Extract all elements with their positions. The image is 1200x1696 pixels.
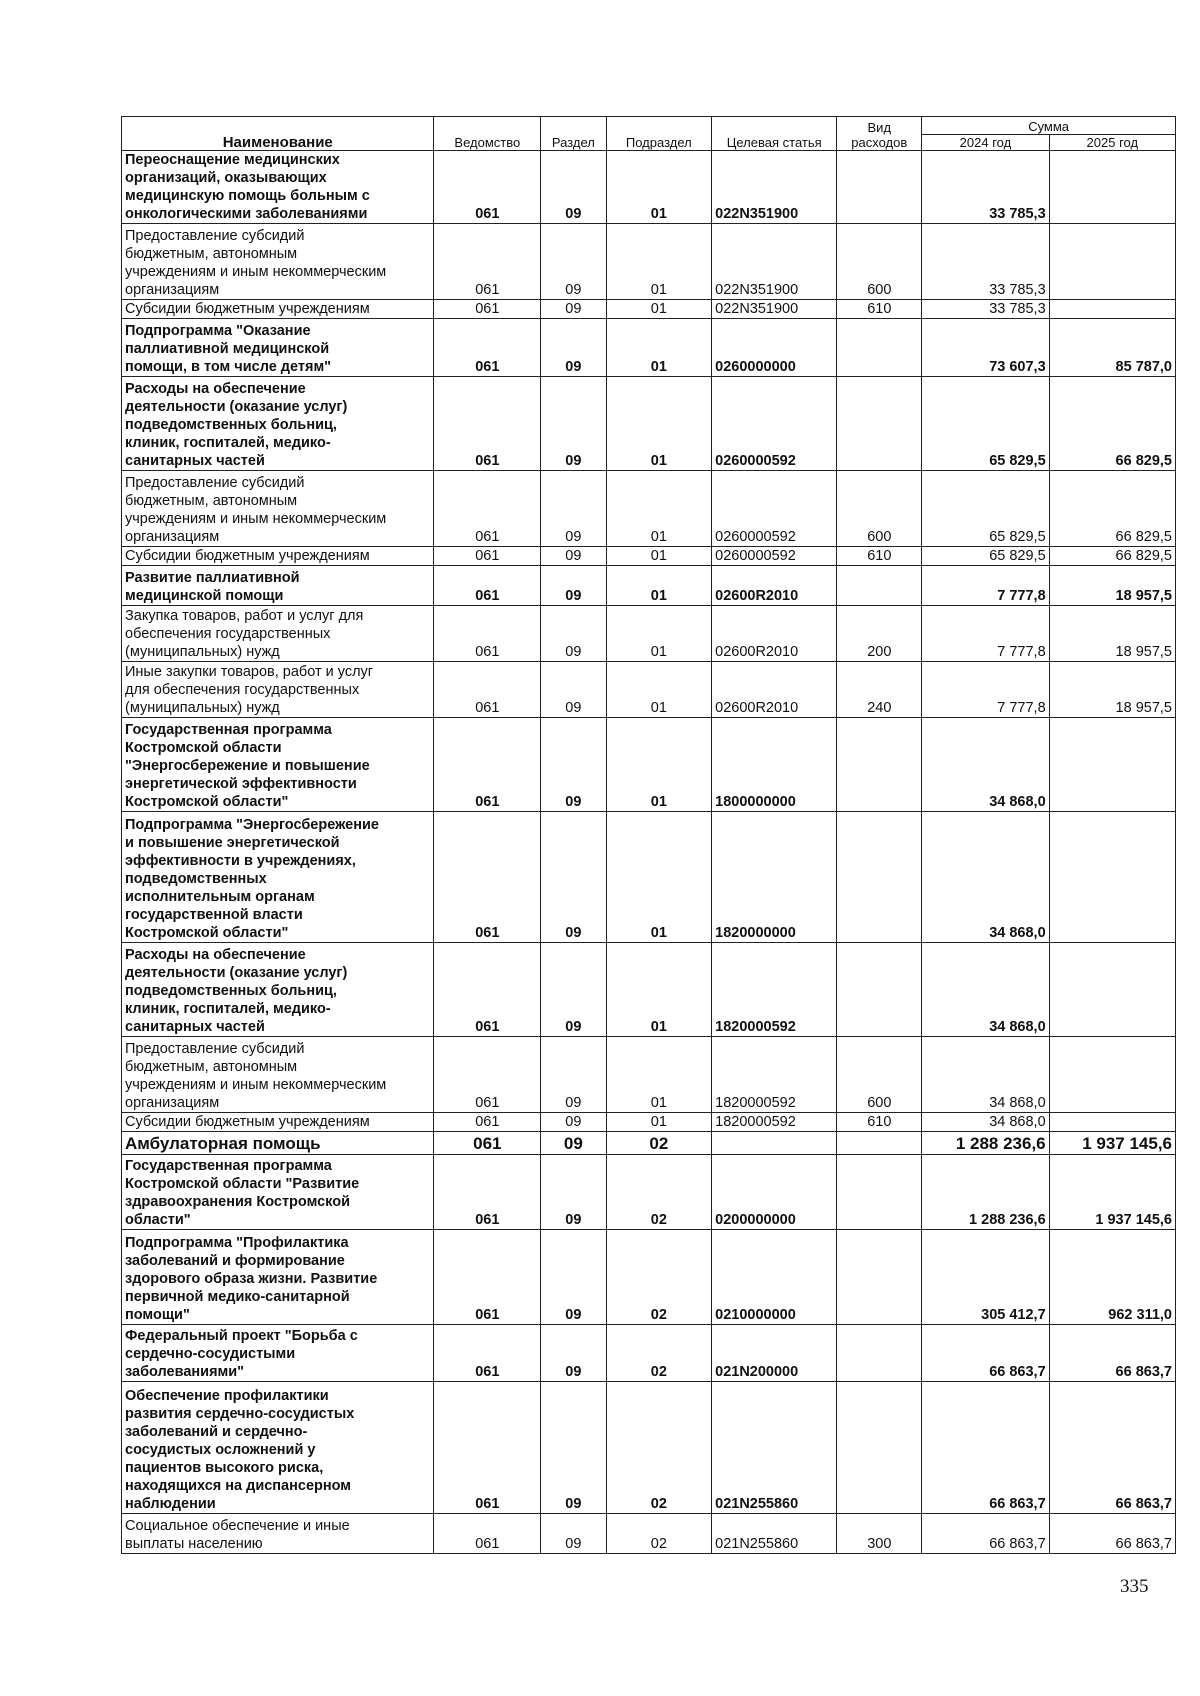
row-amount-2025: 66 829,5 (1049, 471, 1175, 547)
row-dept: 061 (434, 1037, 541, 1113)
row-amount-2024: 1 288 236,6 (922, 1132, 1049, 1155)
row-amount-2025: 1 937 145,6 (1049, 1155, 1175, 1230)
row-dept: 061 (434, 1132, 541, 1155)
row-exp-type: 240 (837, 662, 922, 718)
row-name: Переоснащение медицинских организаций, оказывающих медицинскую помощь больным с онкологическими заболеваниями (122, 151, 434, 224)
table-row (122, 812, 1176, 943)
row-amount-2024: 34 868,0 (922, 718, 1049, 812)
row-subsection: 01 (606, 1037, 712, 1113)
row-section: 09 (541, 566, 606, 606)
row-amount-2024: 305 412,7 (922, 1230, 1049, 1325)
row-amount-2025 (1049, 812, 1175, 943)
row-subsection: 01 (606, 547, 712, 566)
table-row (122, 662, 1176, 718)
budget-table (121, 116, 1176, 1554)
row-amount-2024: 33 785,3 (922, 224, 1049, 300)
row-target: 0200000000 (712, 1155, 837, 1230)
row-dept: 061 (434, 547, 541, 566)
row-subsection: 01 (606, 606, 712, 662)
row-section: 09 (541, 1037, 606, 1113)
row-dept: 061 (434, 1155, 541, 1230)
row-dept: 061 (434, 319, 541, 377)
row-section: 09 (541, 1155, 606, 1230)
row-amount-2024: 34 868,0 (922, 943, 1049, 1037)
row-target: 02600R2010 (712, 662, 837, 718)
row-amount-2024: 66 863,7 (922, 1325, 1049, 1382)
table-row (122, 1113, 1176, 1132)
row-exp-type: 300 (837, 1514, 922, 1554)
row-dept: 061 (434, 151, 541, 224)
row-exp-type (837, 1132, 922, 1155)
row-name: Предоставление субсидий бюджетным, автономным учреждениям и иным некоммерческим организациям (122, 471, 434, 547)
row-section: 09 (541, 718, 606, 812)
row-subsection: 01 (606, 224, 712, 300)
row-amount-2024: 66 863,7 (922, 1382, 1049, 1514)
row-amount-2025: 18 957,5 (1049, 566, 1175, 606)
row-amount-2025: 66 829,5 (1049, 377, 1175, 471)
row-name: Подпрограмма "Оказание паллиативной медицинской помощи, в том числе детям" (122, 319, 434, 377)
row-target: 1800000000 (712, 718, 837, 812)
header-section: Раздел (541, 117, 606, 151)
row-subsection: 01 (606, 1113, 712, 1132)
header-exp-type: Вид расходов (837, 117, 922, 151)
table-row (122, 1132, 1176, 1155)
row-exp-type: 610 (837, 1113, 922, 1132)
table-row (122, 1037, 1176, 1113)
row-target: 0260000000 (712, 319, 837, 377)
row-name: Закупка товаров, работ и услуг для обеспечения государственных (муниципальных) нужд (122, 606, 434, 662)
row-target: 022N351900 (712, 224, 837, 300)
row-section: 09 (541, 377, 606, 471)
row-dept: 061 (434, 1514, 541, 1554)
row-amount-2024: 1 288 236,6 (922, 1155, 1049, 1230)
header-dept: Ведомство (434, 117, 541, 151)
header-sum: Сумма (922, 117, 1176, 135)
row-name: Государственная программа Костромской области "Энергосбережение и повышение энергетической эффективности Костромской области" (122, 718, 434, 812)
table-row (122, 224, 1176, 300)
row-amount-2024: 7 777,8 (922, 606, 1049, 662)
row-section: 09 (541, 319, 606, 377)
row-amount-2025: 1 937 145,6 (1049, 1132, 1175, 1155)
row-name: Подпрограмма "Профилактика заболеваний и формирование здорового образа жизни. Развитие первичной медико-санитарной помощи" (122, 1230, 434, 1325)
row-exp-type (837, 943, 922, 1037)
header-2024: 2024 год (922, 135, 1049, 151)
row-amount-2024: 33 785,3 (922, 300, 1049, 319)
table-row (122, 377, 1176, 471)
row-name: Расходы на обеспечение деятельности (оказание услуг) подведомственных больниц, клиник, госпиталей, медико- санитарных частей (122, 943, 434, 1037)
row-name: Субсидии бюджетным учреждениям (122, 547, 434, 566)
row-dept: 061 (434, 224, 541, 300)
row-amount-2025: 66 863,7 (1049, 1325, 1175, 1382)
row-exp-type (837, 566, 922, 606)
row-dept: 061 (434, 1325, 541, 1382)
row-name: Федеральный проект "Борьба с сердечно-сосудистыми заболеваниями" (122, 1325, 434, 1382)
row-amount-2025 (1049, 718, 1175, 812)
row-amount-2024: 7 777,8 (922, 662, 1049, 718)
row-name: Подпрограмма "Энергосбережение и повышение энергетической эффективности в учреждениях, подведомственных исполнительным органам государственной власти Костромской области" (122, 812, 434, 943)
row-target (712, 1132, 837, 1155)
header-subsection: Подраздел (606, 117, 712, 151)
row-dept: 061 (434, 566, 541, 606)
table-row (122, 1514, 1176, 1554)
row-dept: 061 (434, 606, 541, 662)
row-amount-2025 (1049, 1113, 1175, 1132)
row-section: 09 (541, 606, 606, 662)
row-exp-type: 200 (837, 606, 922, 662)
row-exp-type (837, 151, 922, 224)
table-row (122, 1382, 1176, 1514)
row-subsection: 01 (606, 812, 712, 943)
row-dept: 061 (434, 471, 541, 547)
table-row (122, 319, 1176, 377)
table-body (122, 151, 1176, 1554)
row-target: 1820000592 (712, 1037, 837, 1113)
row-name: Государственная программа Костромской области "Развитие здравоохранения Костромской области" (122, 1155, 434, 1230)
row-amount-2024: 65 829,5 (922, 377, 1049, 471)
row-target: 0210000000 (712, 1230, 837, 1325)
row-amount-2025: 962 311,0 (1049, 1230, 1175, 1325)
row-subsection: 02 (606, 1382, 712, 1514)
row-amount-2025: 66 829,5 (1049, 547, 1175, 566)
row-target: 1820000000 (712, 812, 837, 943)
row-exp-type: 600 (837, 471, 922, 547)
row-section: 09 (541, 1230, 606, 1325)
row-amount-2024: 34 868,0 (922, 812, 1049, 943)
row-amount-2025 (1049, 224, 1175, 300)
row-amount-2025: 18 957,5 (1049, 606, 1175, 662)
row-subsection: 02 (606, 1514, 712, 1554)
row-exp-type (837, 1230, 922, 1325)
header-name: Наименование (122, 117, 434, 151)
row-section: 09 (541, 1132, 606, 1155)
row-amount-2024: 66 863,7 (922, 1514, 1049, 1554)
row-section: 09 (541, 812, 606, 943)
row-section: 09 (541, 151, 606, 224)
row-name: Субсидии бюджетным учреждениям (122, 300, 434, 319)
row-subsection: 02 (606, 1230, 712, 1325)
row-name: Развитие паллиативной медицинской помощи (122, 566, 434, 606)
row-section: 09 (541, 1325, 606, 1382)
header-target: Целевая статья (712, 117, 837, 151)
row-subsection: 01 (606, 943, 712, 1037)
row-subsection: 01 (606, 718, 712, 812)
row-name: Расходы на обеспечение деятельности (оказание услуг) подведомственных больниц, клиник, госпиталей, медико- санитарных частей (122, 377, 434, 471)
table-row (122, 943, 1176, 1037)
row-section: 09 (541, 1382, 606, 1514)
row-amount-2025 (1049, 300, 1175, 319)
row-target: 02600R2010 (712, 566, 837, 606)
row-amount-2025 (1049, 1037, 1175, 1113)
table-row (122, 547, 1176, 566)
row-subsection: 02 (606, 1155, 712, 1230)
row-amount-2024: 34 868,0 (922, 1113, 1049, 1132)
row-target: 1820000592 (712, 943, 837, 1037)
row-section: 09 (541, 1514, 606, 1554)
row-target: 022N351900 (712, 151, 837, 224)
table-row (122, 300, 1176, 319)
header-2025: 2025 год (1049, 135, 1175, 151)
row-name: Иные закупки товаров, работ и услуг для обеспечения государственных (муниципальных) нужд (122, 662, 434, 718)
row-amount-2025: 18 957,5 (1049, 662, 1175, 718)
budget-table-container (121, 116, 1176, 1554)
row-subsection: 01 (606, 319, 712, 377)
row-subsection: 01 (606, 151, 712, 224)
table-row (122, 566, 1176, 606)
row-amount-2024: 65 829,5 (922, 471, 1049, 547)
row-subsection: 02 (606, 1132, 712, 1155)
row-name: Амбулаторная помощь (122, 1132, 434, 1155)
row-name: Социальное обеспечение и иные выплаты населению (122, 1514, 434, 1554)
row-target: 021N255860 (712, 1514, 837, 1554)
row-subsection: 01 (606, 471, 712, 547)
row-target: 0260000592 (712, 547, 837, 566)
row-dept: 061 (434, 1230, 541, 1325)
row-section: 09 (541, 300, 606, 319)
row-target: 021N255860 (712, 1382, 837, 1514)
row-section: 09 (541, 943, 606, 1037)
row-target: 0260000592 (712, 471, 837, 547)
row-amount-2025 (1049, 151, 1175, 224)
row-dept: 061 (434, 300, 541, 319)
row-dept: 061 (434, 377, 541, 471)
row-dept: 061 (434, 1113, 541, 1132)
row-exp-type: 600 (837, 224, 922, 300)
row-amount-2025: 85 787,0 (1049, 319, 1175, 377)
row-amount-2024: 73 607,3 (922, 319, 1049, 377)
row-exp-type: 610 (837, 300, 922, 319)
table-row (122, 718, 1176, 812)
row-section: 09 (541, 662, 606, 718)
row-exp-type (837, 319, 922, 377)
row-target: 021N200000 (712, 1325, 837, 1382)
row-name: Обеспечение профилактики развития сердечно-сосудистых заболеваний и сердечно- сосудистых осложнений у пациентов высокого риска, находящихся на диспансерном наблюдении (122, 1382, 434, 1514)
row-subsection: 01 (606, 300, 712, 319)
row-exp-type: 600 (837, 1037, 922, 1113)
table-row (122, 1230, 1176, 1325)
row-exp-type (837, 718, 922, 812)
row-name: Предоставление субсидий бюджетным, автономным учреждениям и иным некоммерческим организациям (122, 224, 434, 300)
row-amount-2024: 7 777,8 (922, 566, 1049, 606)
row-dept: 061 (434, 943, 541, 1037)
row-exp-type (837, 1155, 922, 1230)
row-dept: 061 (434, 662, 541, 718)
row-subsection: 01 (606, 662, 712, 718)
row-target: 1820000592 (712, 1113, 837, 1132)
row-dept: 061 (434, 718, 541, 812)
row-exp-type (837, 1382, 922, 1514)
row-amount-2025 (1049, 943, 1175, 1037)
row-dept: 061 (434, 812, 541, 943)
row-name: Предоставление субсидий бюджетным, автономным учреждениям и иным некоммерческим организациям (122, 1037, 434, 1113)
row-name: Субсидии бюджетным учреждениям (122, 1113, 434, 1132)
table-row (122, 1325, 1176, 1382)
row-exp-type (837, 1325, 922, 1382)
row-section: 09 (541, 1113, 606, 1132)
row-dept: 061 (434, 1382, 541, 1514)
row-exp-type: 610 (837, 547, 922, 566)
row-exp-type (837, 812, 922, 943)
row-subsection: 02 (606, 1325, 712, 1382)
row-section: 09 (541, 224, 606, 300)
row-subsection: 01 (606, 377, 712, 471)
page-number: 335 (1120, 1576, 1149, 1597)
row-amount-2025: 66 863,7 (1049, 1382, 1175, 1514)
table-row (122, 471, 1176, 547)
row-amount-2024: 65 829,5 (922, 547, 1049, 566)
row-subsection: 01 (606, 566, 712, 606)
table-row (122, 1155, 1176, 1230)
row-target: 0260000592 (712, 377, 837, 471)
row-exp-type (837, 377, 922, 471)
row-section: 09 (541, 471, 606, 547)
row-amount-2025: 66 863,7 (1049, 1514, 1175, 1554)
table-row (122, 606, 1176, 662)
table-header (122, 117, 1176, 151)
row-section: 09 (541, 547, 606, 566)
row-amount-2024: 33 785,3 (922, 151, 1049, 224)
row-target: 02600R2010 (712, 606, 837, 662)
row-target: 022N351900 (712, 300, 837, 319)
table-row (122, 151, 1176, 224)
row-amount-2024: 34 868,0 (922, 1037, 1049, 1113)
